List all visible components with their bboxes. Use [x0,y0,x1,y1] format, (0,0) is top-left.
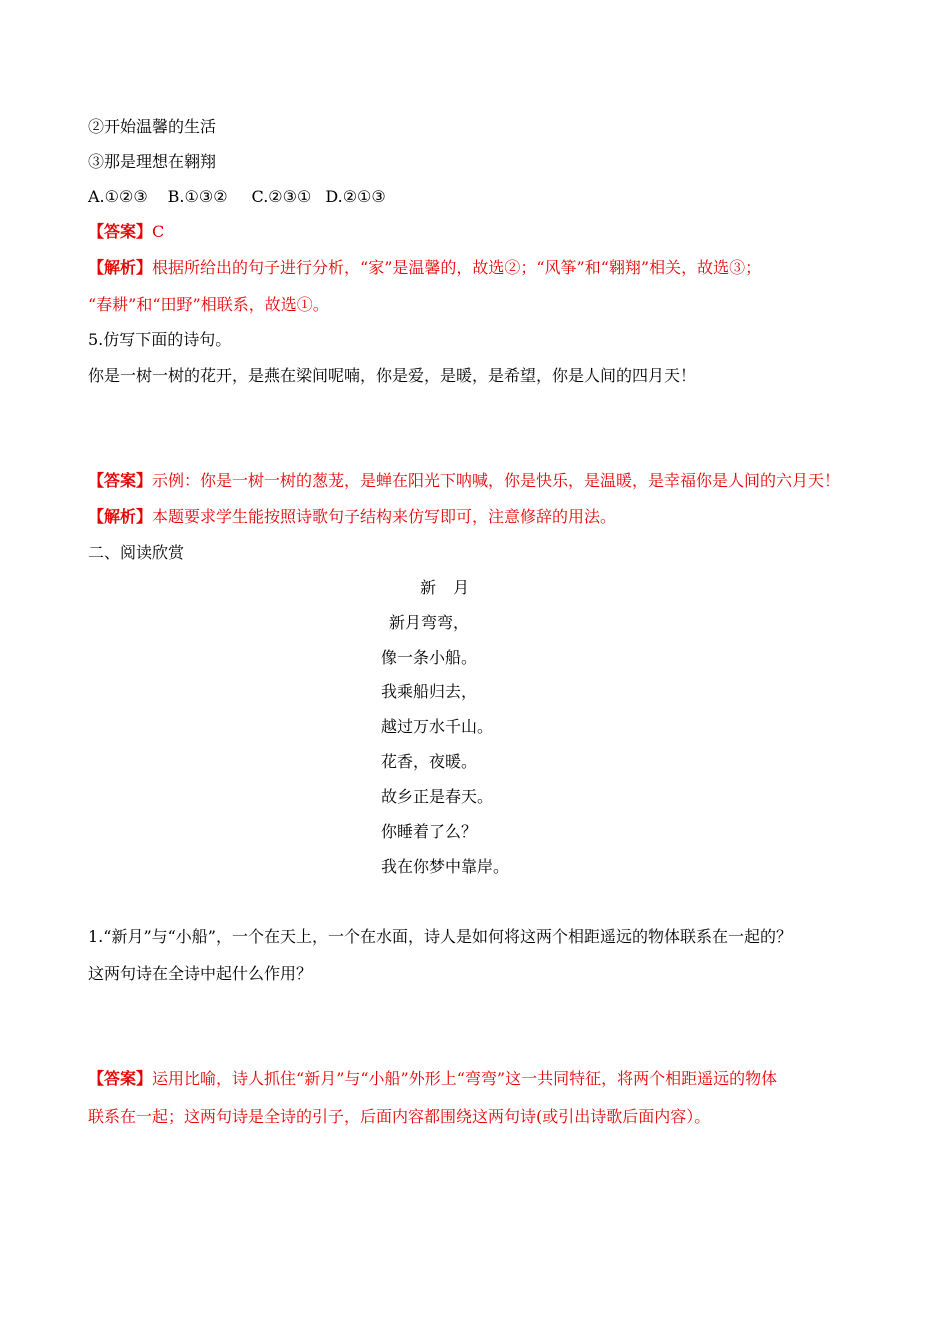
q4-item-2: ②开始温馨的生活 [88,117,217,136]
option-c: C.②③① [251,187,312,206]
q5-question: 5.仿写下面的诗句。 [88,330,232,349]
answer-text: 运用比喻，诗人抓住“新月”与“小船”外形上“弯弯”这一共同特征，将两个相距遥远的物体 [152,1069,778,1088]
reading-answer-line1 [88,1068,777,1090]
poem-line: 像一条小船。 [381,648,478,667]
q4-options [88,186,386,208]
section-heading: 二、阅读欣赏 [88,543,185,562]
q4-answer [88,221,164,243]
option-b: B.①③② [167,187,228,206]
option-d: D.②①③ [325,187,386,206]
reading-answer-line2: 联系在一起；这两句诗是全诗的引子，后面内容都围绕这两句诗(或引出诗歌后面内容）。 [88,1107,711,1126]
q4-analysis-line2: “春耕”和“田野”相联系，故选①。 [88,295,329,314]
analysis-text: 本题要求学生能按照诗歌句子结构来仿写即可，注意修辞的用法。 [152,507,617,526]
q5-answer [88,470,840,492]
q4-item-3: ③那是理想在翱翔 [88,152,217,171]
option-a: A.①②③ [88,187,148,206]
q5-sentence: 你是一树一树的花开，是燕在梁间呢喃，你是爱，是暖，是希望，你是人间的四月天！ [88,366,697,385]
answer-tag: 【答案】 [88,471,153,490]
q4-analysis-line1 [88,257,761,279]
poem-line: 你睡着了么？ [381,822,478,841]
reading-question-1-line2: 这两句诗在全诗中起什么作用？ [88,964,313,983]
poem-line: 花香，夜暖。 [381,752,478,771]
analysis-tag: 【解析】 [88,258,153,277]
poem-line: 我在你梦中靠岸。 [381,857,510,876]
poem-line: 故乡正是春天。 [381,787,494,806]
poem-title: 新 月 [420,578,476,597]
poem-line: 我乘船归去， [381,682,478,701]
poem-line: 新月弯弯， [389,613,470,632]
answer-tag: 【答案】 [88,1069,153,1088]
reading-question-1-line1: 1.“新月”与“小船”，一个在天上，一个在水面，诗人是如何将这两个相距遥远的物体联系在一起的？ [88,927,792,946]
analysis-tag: 【解析】 [88,507,153,526]
analysis-text: 根据所给出的句子进行分析，“家”是温馨的，故选②；“风筝”和“翱翔”相关，故选③； [152,258,762,277]
poem-line: 越过万水千山。 [381,717,494,736]
q5-analysis [88,506,616,528]
answer-text: C [152,222,165,241]
answer-text: 示例：你是一树一树的葱茏，是蝉在阳光下呐喊，你是快乐，是温暖，是幸福你是人间的六月天！ [152,471,841,490]
answer-tag: 【答案】 [88,222,153,241]
